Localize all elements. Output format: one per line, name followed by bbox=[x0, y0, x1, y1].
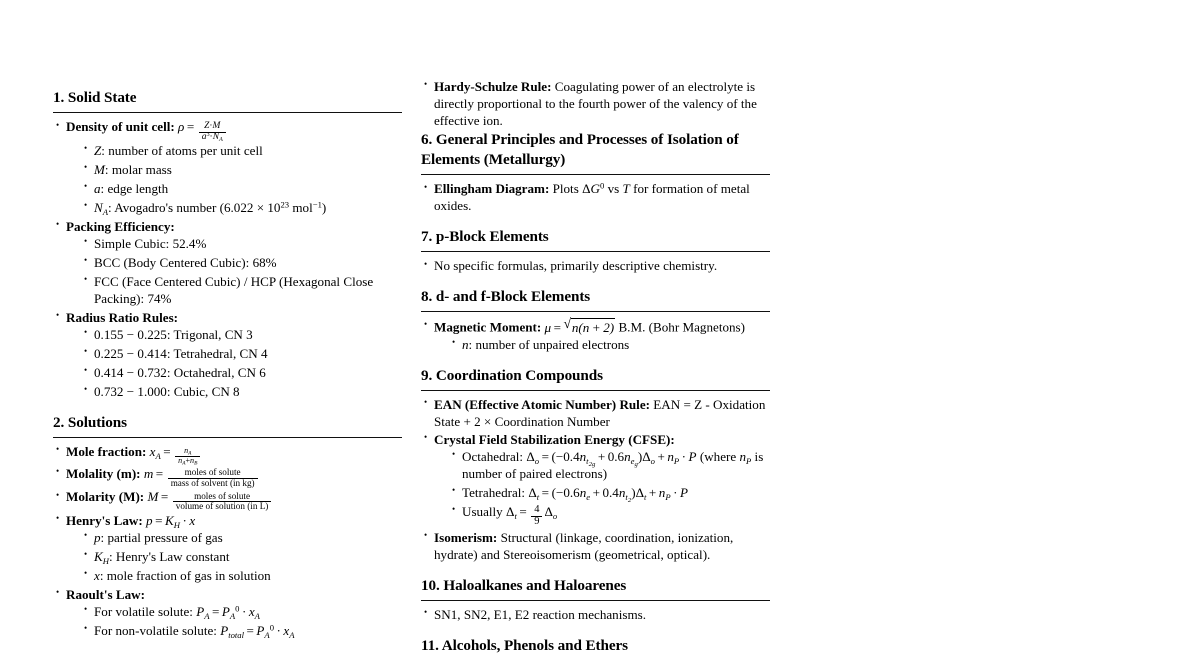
section-heading: 10. Haloalkanes and Haloarenes bbox=[421, 576, 627, 594]
ellingham-formula: $\Delta G^0$ vs T bbox=[582, 180, 630, 197]
bullet-icon: • bbox=[452, 485, 456, 496]
bullet-icon: • bbox=[84, 162, 88, 173]
sub-list bbox=[82, 603, 402, 639]
sub-item-text: : number of atoms per unit cell bbox=[101, 142, 263, 158]
heading-rule bbox=[421, 174, 770, 175]
list-item bbox=[450, 484, 770, 504]
list-item bbox=[421, 257, 770, 274]
molality-formula: m = $\frac{\text{moles of solute}}{\text{mass of solvent (in kg)}}$ bbox=[144, 466, 260, 481]
raoult-nonvolatile-formula: $P_{total} = P_A^0 \cdot x_A$ bbox=[220, 622, 295, 640]
fraction-denominator: volume of solution (in L) bbox=[173, 501, 272, 512]
item-label: Radius Ratio Rules: bbox=[66, 309, 179, 325]
item-text-after: B.M. (Bohr Magnetons) bbox=[618, 319, 746, 335]
heading-rule bbox=[421, 311, 770, 312]
sub-item-text: : number of unpaired electrons bbox=[468, 336, 630, 352]
item-label: Mole fraction: bbox=[66, 443, 147, 459]
symbol: x bbox=[94, 567, 100, 583]
bullet-icon: • bbox=[84, 200, 88, 211]
molarity-formula: M = $\frac{\text{moles of solute}}{\text{volume of solution (in L)}}$ bbox=[147, 489, 273, 504]
bullet-icon: • bbox=[56, 466, 60, 477]
list-item bbox=[53, 586, 402, 639]
section-list bbox=[421, 257, 770, 274]
symbol: p bbox=[94, 529, 101, 545]
bullet-icon: • bbox=[452, 337, 456, 348]
bullet-icon: • bbox=[56, 444, 60, 455]
list-item bbox=[421, 396, 770, 430]
list-item bbox=[82, 235, 402, 252]
list-item bbox=[421, 529, 770, 563]
heading-rule bbox=[421, 600, 770, 601]
section-heading: 11. Alcohols, Phenols and Ethers bbox=[421, 636, 628, 654]
bullet-icon: • bbox=[56, 587, 60, 598]
symbol: M bbox=[94, 161, 105, 177]
bullet-icon: • bbox=[452, 504, 456, 515]
item-text: SN1, SN2, E1, E2 reaction mechanisms. bbox=[434, 606, 647, 622]
section-list bbox=[421, 180, 770, 214]
list-item bbox=[82, 180, 402, 197]
item-label: Hardy-Schulze Rule: bbox=[434, 79, 552, 94]
item-label: Crystal Field Stabilization Energy (CFSE): bbox=[434, 431, 675, 447]
fraction-numerator: moles of solute bbox=[194, 490, 251, 501]
bullet-icon: • bbox=[424, 258, 428, 269]
section-list bbox=[421, 396, 770, 563]
bullet-icon: • bbox=[56, 119, 60, 130]
section-p-block bbox=[421, 227, 770, 274]
list-item bbox=[421, 180, 770, 214]
sub-item-text: For volatile solute: bbox=[94, 603, 193, 619]
bullet-icon: • bbox=[84, 604, 88, 615]
bullet-icon: • bbox=[424, 432, 428, 443]
item-text: Coagulating power of an electrolyte is directly proportional to the fourth power of the valency of the effective ion. bbox=[434, 79, 757, 129]
list-item bbox=[450, 503, 770, 527]
section-haloalkanes bbox=[421, 576, 770, 623]
list-item bbox=[82, 254, 402, 271]
sub-item-text: BCC (Body Centered Cubic): 68% bbox=[94, 254, 277, 270]
list-item bbox=[82, 345, 402, 362]
list-item bbox=[82, 199, 402, 216]
bullet-icon: • bbox=[84, 568, 88, 579]
heading-rule bbox=[421, 251, 770, 252]
list-item bbox=[421, 606, 770, 623]
bullet-icon: • bbox=[424, 607, 428, 618]
fraction-denominator: mass of solvent (in kg) bbox=[168, 478, 258, 489]
sub-item-text: : edge length bbox=[100, 180, 169, 196]
list-item bbox=[450, 448, 770, 482]
sub-item-text: 0.732 − 1.000: Cubic, CN 8 bbox=[94, 383, 240, 399]
list-item bbox=[82, 622, 402, 639]
bullet-icon: • bbox=[84, 530, 88, 540]
henrys-law-formula: $p = K_H \cdot x$ bbox=[146, 512, 196, 530]
sub-item-text: : Avogadro's number ($6.022 \times 10^{23}$ mol$^{-1}$) bbox=[108, 199, 327, 215]
list-item bbox=[53, 488, 402, 510]
symbol: a bbox=[94, 180, 101, 196]
cfse-tetrahedral-formula: $\Delta_t = (-0.6n_e + 0.4n_{t_2})\Delta_t + n_P \cdot P$ bbox=[528, 485, 688, 504]
item-label: Henry's Law: bbox=[66, 512, 143, 528]
section-coordination-compounds bbox=[421, 366, 770, 563]
bullet-icon: • bbox=[84, 255, 88, 266]
cfse-octahedral-note: (where $n_P$ is number of paired electrons) bbox=[462, 449, 764, 482]
bullet-icon: • bbox=[84, 549, 88, 560]
section-alcohols-phenols-ethers bbox=[421, 636, 770, 656]
list-item bbox=[450, 336, 770, 353]
sub-item-text: : Henry's Law constant bbox=[108, 548, 230, 564]
list-item bbox=[421, 431, 770, 527]
raoult-volatile-formula: $P_A = P_A^0 \cdot x_A$ bbox=[196, 603, 260, 621]
sub-item-text: Simple Cubic: 52.4% bbox=[94, 235, 207, 251]
section-list bbox=[421, 317, 770, 353]
magnetic-moment-formula: μ = √ n(n + 2) bbox=[545, 320, 619, 335]
item-text: No specific formulas, primarily descriptive chemistry. bbox=[434, 258, 718, 274]
sub-item-prefix: Octahedral: bbox=[462, 449, 524, 464]
section-solutions bbox=[53, 413, 402, 639]
bullet-icon: • bbox=[84, 327, 88, 338]
item-label: Density of unit cell: bbox=[66, 119, 175, 135]
mole-fraction-formula: $x_A$ = $\frac{n_A}{n_A+n_B}$ bbox=[150, 444, 203, 459]
sub-item-text: : partial pressure of gas bbox=[100, 529, 223, 545]
item-label: Molarity (M): bbox=[66, 489, 145, 505]
list-item bbox=[82, 364, 402, 381]
list-item bbox=[53, 465, 402, 487]
symbol: $N_A$ bbox=[94, 199, 109, 217]
heading-rule bbox=[53, 437, 402, 438]
section-list bbox=[421, 606, 770, 623]
symbol: $K_H$ bbox=[94, 548, 109, 566]
sub-item-text: 0.225 − 0.414: Tetrahedral, CN 4 bbox=[94, 345, 268, 361]
item-text: Structural (linkage, coordination, ionization, hydrate) and Stereoisomerism (geometrical, optical). bbox=[434, 529, 734, 562]
list-item bbox=[53, 443, 402, 467]
section-d-f-block bbox=[421, 287, 770, 353]
list-item bbox=[82, 567, 402, 584]
list-item bbox=[53, 118, 402, 216]
list-item bbox=[82, 548, 402, 565]
orphan-list bbox=[421, 78, 770, 129]
item-label: Raoult's Law: bbox=[66, 586, 145, 602]
item-label: Isomerism: bbox=[434, 529, 498, 545]
bullet-icon: • bbox=[84, 274, 88, 285]
sub-list bbox=[82, 235, 402, 307]
item-label: Molality (m): bbox=[66, 465, 141, 481]
item-text: EAN = Z - Oxidation State + 2 × Coordination Number bbox=[434, 396, 766, 429]
bullet-icon: • bbox=[84, 236, 88, 247]
cfse-octahedral-formula: $\Delta_o = (-0.4n_{t_{2g}}+ 0.6n_{e_g})\Delta_o + n_P \cdot P$ bbox=[526, 449, 697, 468]
sub-item-text: : molar mass bbox=[104, 161, 172, 177]
bullet-icon: • bbox=[424, 530, 428, 541]
sub-list bbox=[82, 529, 402, 584]
section-heading: 6. General Principles and Processes of Isolation of Elements (Metallurgy) bbox=[421, 131, 739, 169]
list-item bbox=[421, 78, 770, 129]
list-item bbox=[82, 161, 402, 178]
symbol: Z bbox=[94, 142, 102, 158]
heading-rule bbox=[53, 112, 402, 113]
section-heading: 8. d- and f-Block Elements bbox=[421, 288, 591, 306]
section-list bbox=[53, 118, 402, 400]
bullet-icon: • bbox=[84, 143, 88, 154]
sub-list bbox=[450, 448, 770, 527]
sub-item-text: For non-volatile solute: bbox=[94, 622, 217, 638]
list-item bbox=[421, 317, 770, 353]
bullet-icon: • bbox=[84, 181, 88, 192]
sub-item-prefix: Usually bbox=[462, 504, 503, 520]
list-item bbox=[82, 142, 402, 159]
item-label: Packing Efficiency: bbox=[66, 218, 175, 234]
bullet-icon: • bbox=[424, 318, 428, 329]
section-heading: 1. Solid State bbox=[53, 89, 137, 106]
list-item bbox=[53, 309, 402, 400]
section-list bbox=[53, 443, 402, 639]
bullet-icon: • bbox=[424, 79, 428, 90]
sub-list bbox=[82, 142, 402, 216]
list-item bbox=[53, 218, 402, 307]
sub-item-prefix: Tetrahedral: bbox=[462, 485, 526, 501]
item-text-before: Plots bbox=[552, 181, 579, 197]
density-formula: ρ = $\frac{Z\cdot M}{a^3\cdot N_A}$ bbox=[178, 119, 228, 134]
heading-rule bbox=[421, 390, 770, 391]
bullet-icon: • bbox=[56, 310, 60, 321]
bullet-icon: • bbox=[84, 346, 88, 357]
bullet-icon: • bbox=[452, 449, 456, 460]
list-item bbox=[82, 603, 402, 620]
list-item bbox=[82, 273, 402, 307]
section-heading: 9. Coordination Compounds bbox=[421, 366, 603, 384]
bullet-icon: • bbox=[56, 219, 60, 230]
bullet-icon: • bbox=[84, 365, 88, 376]
bullet-icon: • bbox=[56, 512, 60, 523]
sub-item-text: : mole fraction of gas in solution bbox=[99, 567, 271, 583]
sub-list bbox=[82, 326, 402, 400]
symbol: n bbox=[462, 336, 469, 352]
sub-list bbox=[450, 336, 770, 353]
section-metallurgy bbox=[421, 130, 770, 214]
sub-item-text: 0.414 − 0.732: Octahedral, CN 6 bbox=[94, 364, 266, 380]
section-heading: 7. p-Block Elements bbox=[421, 228, 549, 246]
item-label: EAN (Effective Atomic Number) Rule: bbox=[434, 396, 650, 412]
sub-item-text: FCC (Face Centered Cubic) / HCP (Hexagonal Close Packing): 74% bbox=[94, 273, 374, 306]
bullet-icon: • bbox=[56, 489, 60, 500]
item-label: Magnetic Moment: bbox=[434, 319, 542, 335]
bullet-icon: • bbox=[84, 384, 88, 395]
section-heading: 2. Solutions bbox=[53, 413, 127, 431]
sub-item-text: 0.155 − 0.225: Trigonal, CN 3 bbox=[94, 326, 253, 342]
bullet-icon: • bbox=[84, 623, 88, 634]
item-text-after: for formation of metal oxides. bbox=[434, 181, 750, 214]
list-item bbox=[82, 529, 402, 546]
fraction-numerator: moles of solute bbox=[184, 467, 241, 478]
cfse-usually-formula: $\Delta_t$ = $\frac{4}{9}$ $\Delta_o$ bbox=[506, 504, 558, 527]
list-item bbox=[82, 383, 402, 400]
bullet-icon: • bbox=[424, 397, 428, 408]
list-item bbox=[53, 512, 402, 584]
bullet-icon: • bbox=[424, 181, 428, 192]
item-label: Ellingham Diagram: bbox=[434, 181, 550, 197]
list-item bbox=[82, 326, 402, 343]
section-solid-state bbox=[53, 88, 402, 400]
